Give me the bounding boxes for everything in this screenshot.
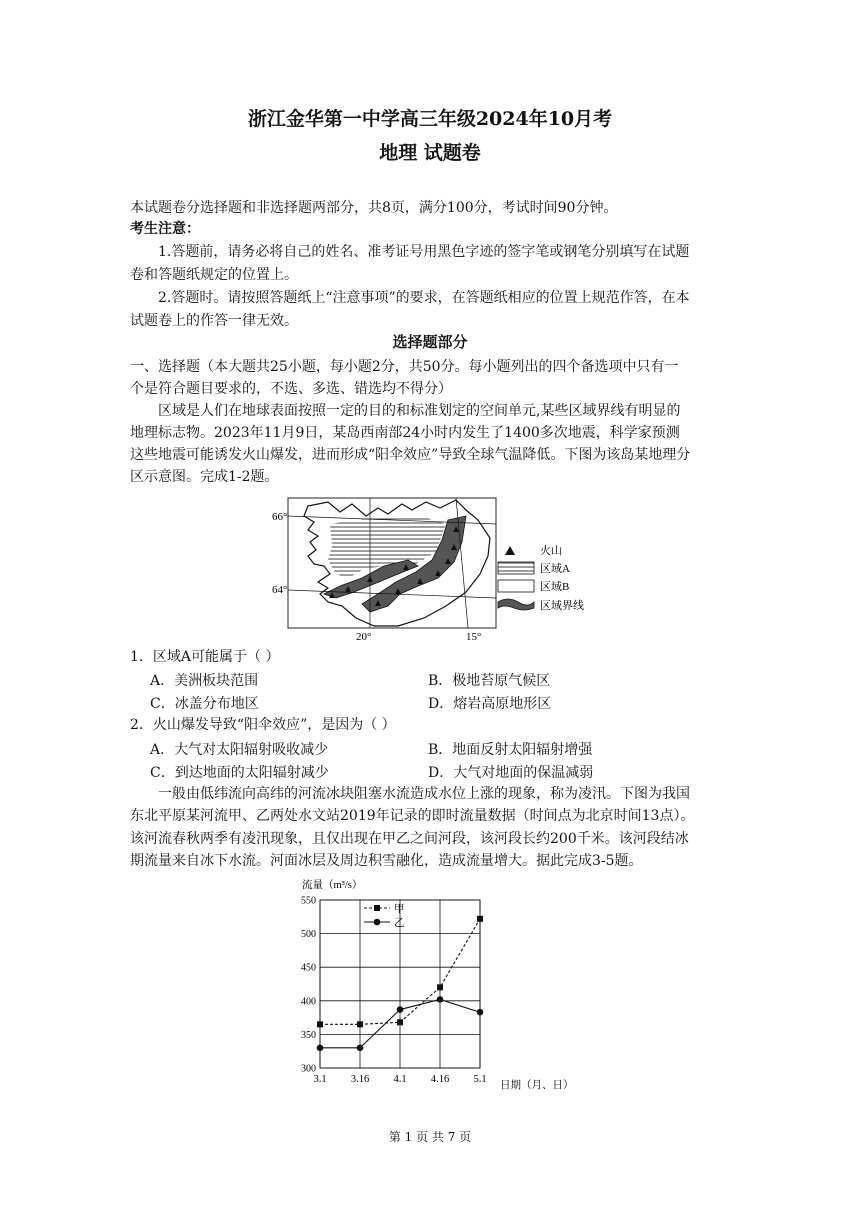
x-tick-label: 5.1 xyxy=(473,1074,487,1085)
legend-marker-square xyxy=(374,905,380,911)
q1-option-c[interactable]: C．冰盖分布地区 xyxy=(150,696,259,712)
series-point-square xyxy=(357,1021,363,1027)
y-tick-label: 550 xyxy=(301,895,316,907)
q2-stem: 2．火山爆发导致“阳伞效应”，是因为（ ） xyxy=(130,717,396,733)
lon-15-label: 15° xyxy=(466,631,482,642)
series-point-square xyxy=(397,1019,403,1025)
island-map xyxy=(270,494,600,642)
note1-line2: 卷和答题纸规定的位置上。 xyxy=(130,267,298,283)
legend-label: 甲 xyxy=(394,904,405,915)
series-point-square xyxy=(437,984,443,990)
map-legend xyxy=(498,543,584,612)
section-instr-line2: 个是符合题目要求的，不选、多选、错选均不得分） xyxy=(130,381,452,397)
series-point-circle xyxy=(437,996,444,1003)
passage1-line4: 区示意图。完成1-2题。 xyxy=(130,469,279,485)
series-point-circle xyxy=(357,1045,364,1052)
notice-heading: 考生注意： xyxy=(130,221,200,237)
exam-subtitle: 地理 试题卷 xyxy=(379,142,481,164)
passage1-line3: 这些地震可能诱发火山爆发，进而形成“阳伞效应”导致全球气温降低。下图为该岛某地理分 xyxy=(130,447,691,463)
q1-option-a[interactable]: A．美洲板块范围 xyxy=(150,673,259,689)
legend-label: 乙 xyxy=(394,918,405,929)
legend-volcano-label: 火山 xyxy=(540,545,562,557)
q2-option-b[interactable]: B．地面反射太阳辐射增强 xyxy=(428,742,593,758)
page-footer: 第 1 页 共 7 页 xyxy=(388,1130,472,1144)
legend-boundary-label: 区域界线 xyxy=(540,600,584,612)
note1-line1: 1.答题前，请务必将自己的姓名、准考证号用黑色字迹的签字笔或钢笔分别填写在试题 xyxy=(158,244,690,260)
x-tick-label: 3.1 xyxy=(313,1074,327,1085)
q2-option-d[interactable]: D．大气对地面的保温减弱 xyxy=(428,765,594,781)
intro-line: 本试题卷分选择题和非选择题两部分，共8页，满分100分，考试时间90分钟。 xyxy=(130,200,618,216)
chart-xlabel: 日期（月、日） xyxy=(500,1080,574,1091)
q1-option-b[interactable]: B．极地苔原气候区 xyxy=(428,673,551,689)
passage2-line4: 期流量来自冰下水流。河面冰层及周边积雪融化，造成流量增大。据此完成3-5题。 xyxy=(130,853,643,869)
legend-region-a-swatch xyxy=(498,562,534,574)
section-title: 选择题部分 xyxy=(392,333,468,351)
note2-line1: 2.答题时。请按照答题纸上“注意事项”的要求，在答题纸相应的位置上规范作答，在本 xyxy=(158,290,690,306)
lon-20-label: 20° xyxy=(356,631,372,642)
series-point-circle xyxy=(397,1006,404,1013)
q1-stem: 1．区域A可能属于（ ） xyxy=(130,649,280,665)
passage2-line1: 一般由低纬流向高纬的河流冰块阻塞水流造成水位上涨的现象，称为凌汛。下图为我国 xyxy=(158,786,690,802)
legend-marker-circle xyxy=(374,919,381,926)
x-tick-label: 3.16 xyxy=(350,1074,370,1085)
q1-option-d[interactable]: D．熔岩高原地形区 xyxy=(428,696,552,712)
legend-region-a-label: 区域A xyxy=(540,563,570,575)
legend-boundary-swatch xyxy=(498,599,534,610)
lat-66-label: 66° xyxy=(272,511,288,523)
chart-ylabel: 流量（m³/s） xyxy=(302,880,363,891)
lat-64-label: 64° xyxy=(272,584,288,596)
y-tick-label: 400 xyxy=(301,996,316,1008)
passage2-line2: 东北平原某河流甲、乙两处水文站2019年记录的即时流量数据（时间点为北京时间13点）。 xyxy=(130,808,695,824)
q2-option-c[interactable]: C．到达地面的太阳辐射减少 xyxy=(150,765,329,781)
y-tick-label: 300 xyxy=(301,1063,316,1075)
y-tick-label: 450 xyxy=(301,962,316,974)
x-tick-label: 4.16 xyxy=(430,1074,450,1085)
legend-region-b-swatch xyxy=(498,580,534,592)
exam-title: 浙江金华第一中学高三年级2024年10月考 xyxy=(247,108,613,130)
x-tick-label: 4.1 xyxy=(393,1074,407,1085)
series-point-square xyxy=(477,916,483,922)
note2-line2: 试题卷上的作答一律无效。 xyxy=(130,313,298,329)
flow-chart xyxy=(290,876,590,1092)
q2-option-a[interactable]: A．大气对太阳辐射吸收减少 xyxy=(150,742,329,758)
passage2-line3: 该河流春秋两季有凌汛现象，且仅出现在甲乙之间河段，该河段长约200千米。该河段结冰 xyxy=(130,831,689,847)
legend-volcano-icon xyxy=(505,546,515,555)
series-point-circle xyxy=(317,1045,324,1052)
passage1-line2: 地理标志物。2023年11月9日，某岛西南部24小时内发生了1400多次地震，科学家预测 xyxy=(130,425,680,441)
y-tick-label: 350 xyxy=(301,1029,316,1041)
series-point-circle xyxy=(477,1009,484,1016)
passage1-line1: 区域是人们在地球表面按照一定的目的和标准划定的空间单元,某些区域界线有明显的 xyxy=(158,403,681,419)
section-instr-line1: 一、选择题（本大题共25小题，每小题2分，共50分。每小题列出的四个备选项中只有一 xyxy=(130,359,679,375)
legend-region-b-label: 区域B xyxy=(540,581,570,593)
series-point-square xyxy=(317,1021,323,1027)
y-tick-label: 500 xyxy=(301,929,316,941)
